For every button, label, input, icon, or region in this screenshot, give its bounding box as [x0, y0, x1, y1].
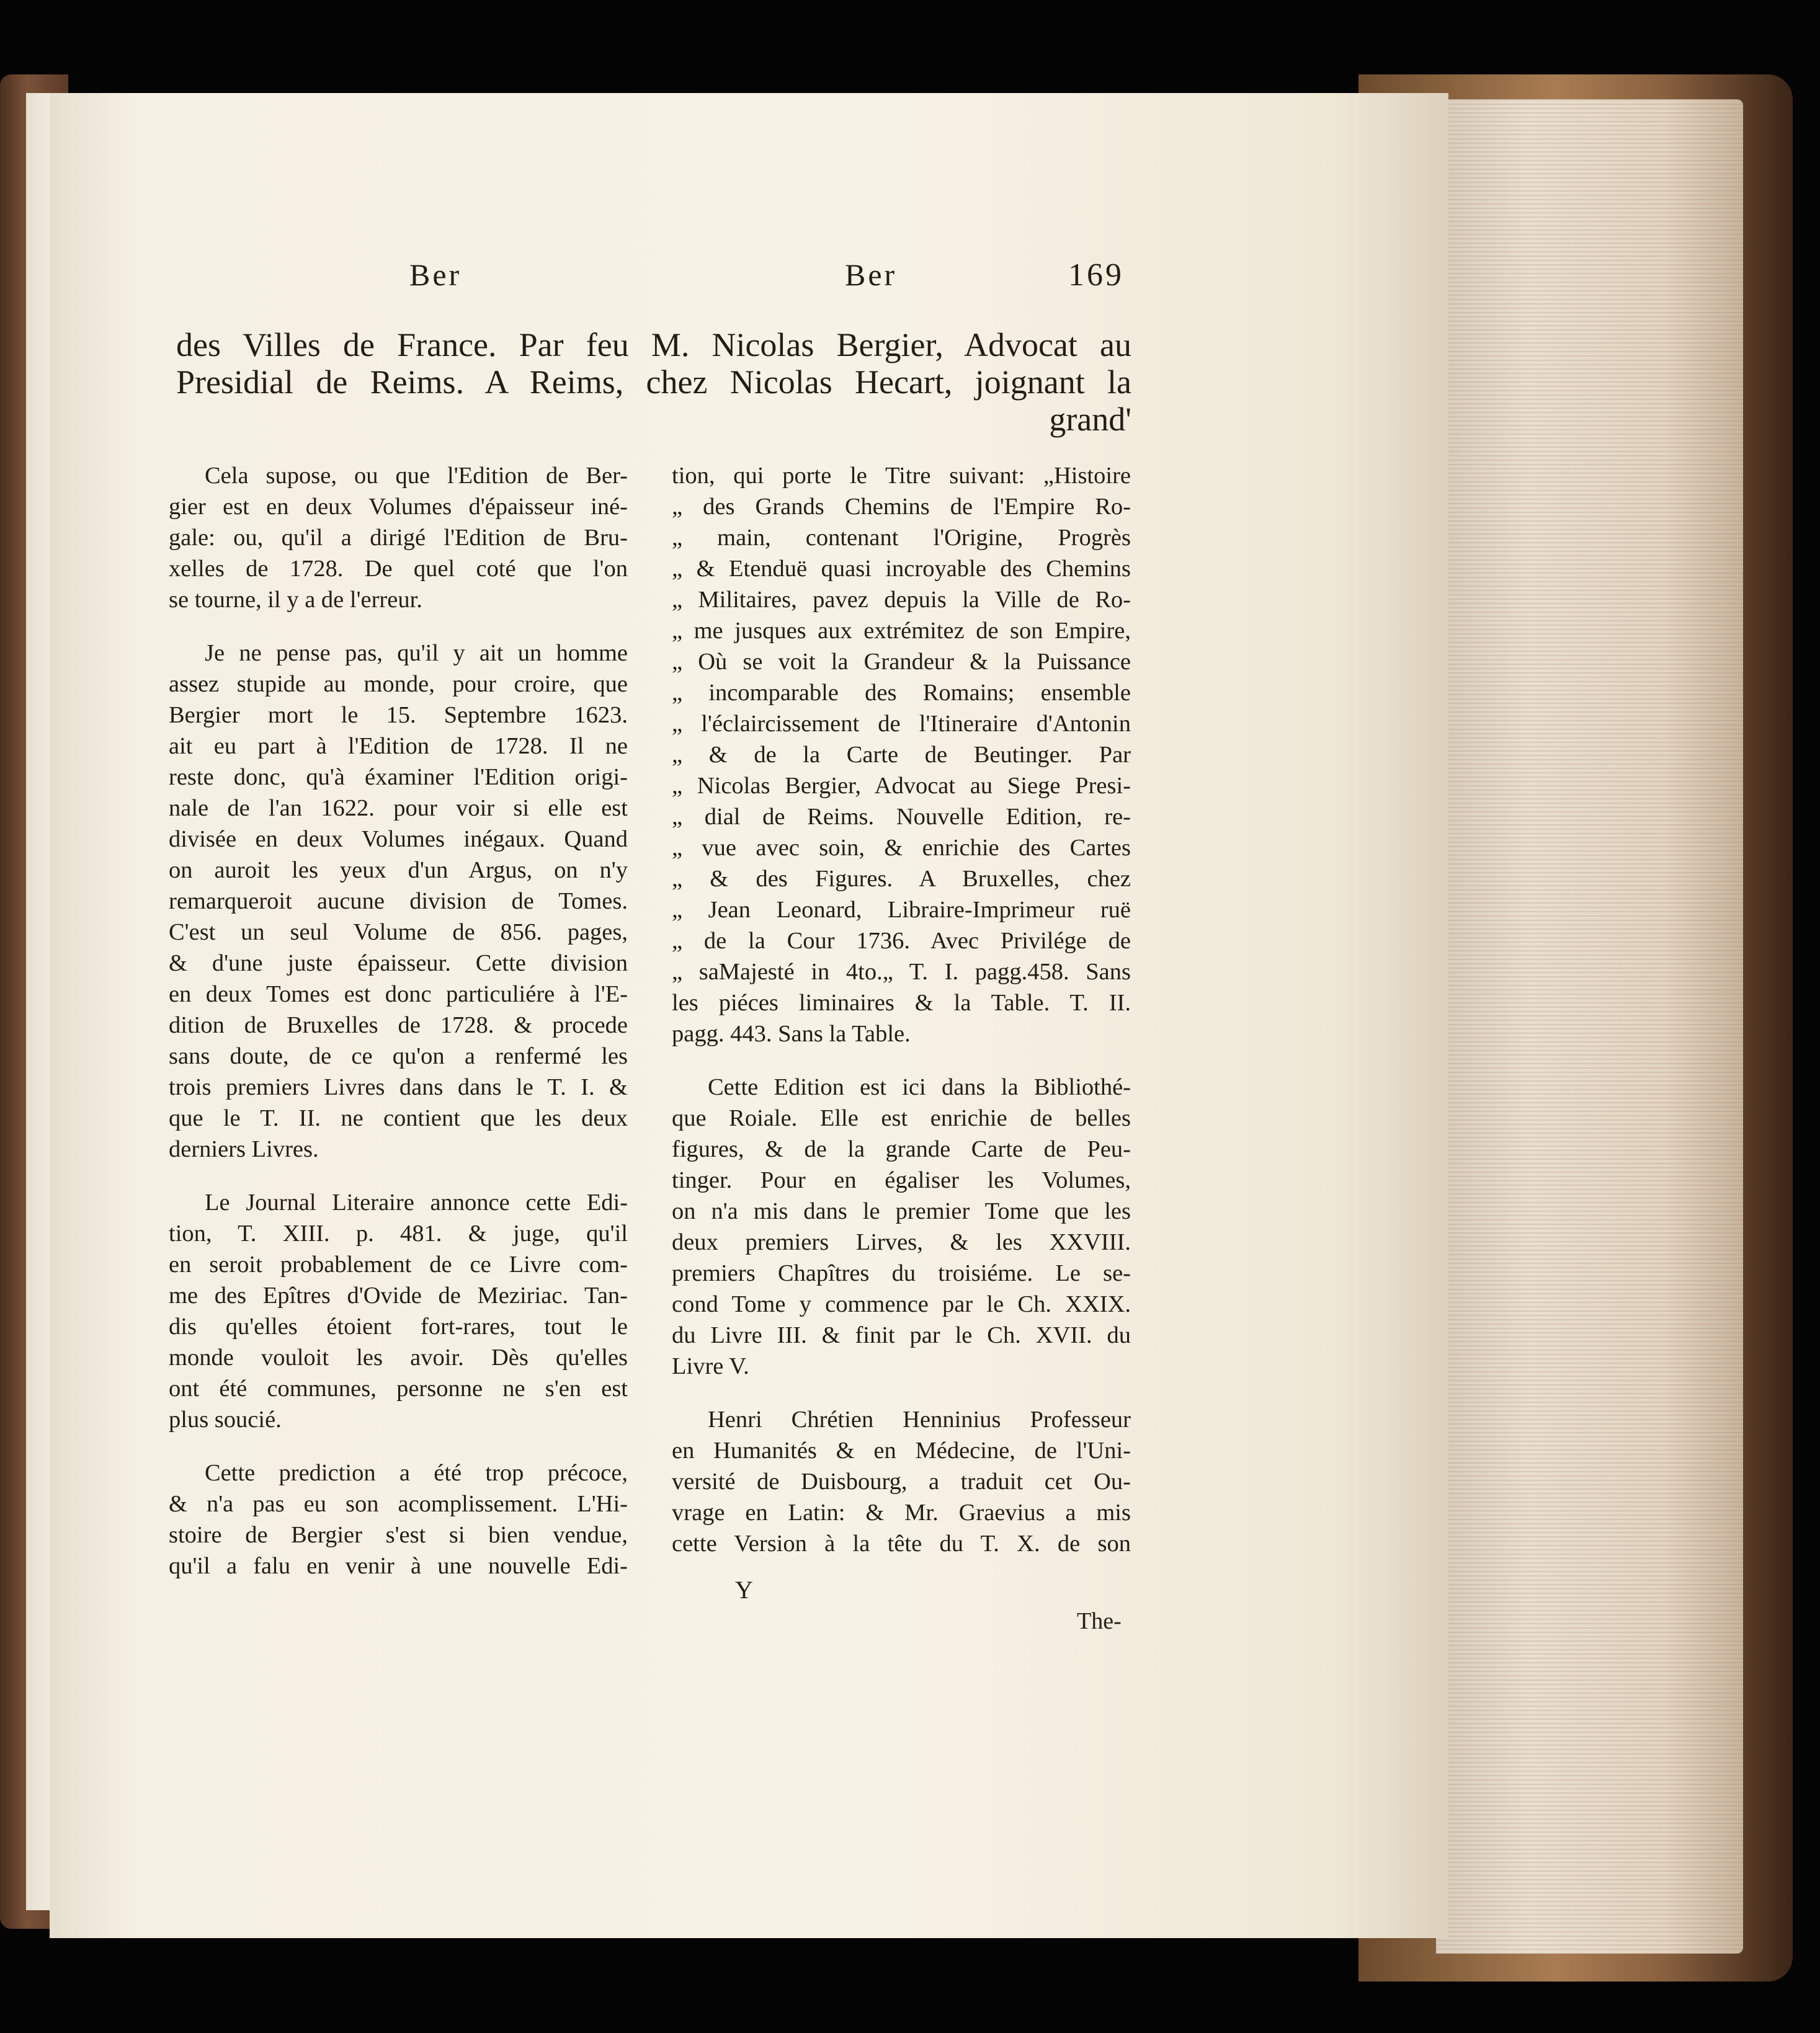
text-line: & n'a pas eu son acomplissement. L'Hi-: [169, 1491, 628, 1517]
text-line: divisée en deux Volumes inégaux. Quand: [169, 826, 628, 852]
text-line: „ saMajesté in 4to.„ T. I. pagg.458. Sans: [672, 959, 1131, 985]
text-line: „ Jean Leonard, Libraire-Imprimeur ruë: [672, 897, 1131, 923]
text-line: „ & des Figures. A Bruxelles, chez: [672, 866, 1131, 892]
text-line: stoire de Bergier s'est si bien vendue,: [169, 1522, 628, 1548]
title-line: grand': [1049, 401, 1131, 438]
text-line: dition de Bruxelles de 1728. & procede: [169, 1012, 628, 1038]
text-line: „ l'éclaircissement de l'Itineraire d'Antonin: [672, 711, 1131, 737]
text-line: en seroit probablement de ce Livre com-: [169, 1252, 628, 1278]
text-line: ont été communes, personne ne s'en est: [169, 1376, 628, 1402]
text-line: „ des Grands Chemins de l'Empire Ro-: [672, 494, 1131, 520]
text-line: se tourne, il y a de l'erreur.: [169, 587, 422, 613]
text-line: en Humanités & en Médecine, de l'Uni-: [672, 1438, 1131, 1464]
text-line: on auroit les yeux d'un Argus, on n'y: [169, 857, 628, 883]
text-line: cette Version à la tête du T. X. de son: [672, 1531, 1131, 1557]
text-line: „ Nicolas Bergier, Advocat au Siege Presi-: [672, 773, 1131, 799]
text-line: xelles de 1728. De quel coté que l'on: [169, 556, 628, 582]
text-line: „ & de la Carte de Beutinger. Par: [672, 742, 1131, 768]
text-line: deux premiers Lirves, & les XXVIII.: [672, 1229, 1131, 1255]
text-line: pagg. 443. Sans la Table.: [672, 1021, 911, 1047]
text-line: trois premiers Livres dans dans le T. I. &: [169, 1074, 628, 1100]
text-line: derniers Livres.: [169, 1136, 319, 1162]
text-line: tion, T. XIII. p. 481. & juge, qu'il: [169, 1221, 628, 1247]
text-line: „ Où se voit la Grandeur & la Puissance: [672, 649, 1131, 675]
text-line: plus soucié.: [169, 1407, 282, 1433]
text-line: figures, & de la grande Carte de Peu-: [672, 1136, 1131, 1162]
text-line: „ Militaires, pavez depuis la Ville de Ro-: [672, 587, 1131, 613]
signature-mark: Y: [735, 1576, 753, 1604]
text-line: qu'il a falu en venir à une nouvelle Edi-: [169, 1553, 628, 1579]
title-line: des Villes de France. Par feu M. Nicolas Bergier, Advocat au: [176, 326, 1131, 363]
text-line: „ me jusques aux extrémitez de son Empire,: [672, 618, 1131, 644]
text-line: dis qu'elles étoient fort-rares, tout le: [169, 1314, 628, 1340]
text-line: les piéces liminaires & la Table. T. II.: [672, 990, 1131, 1016]
text-line: Henri Chrétien Henninius Professeur: [708, 1407, 1131, 1433]
text-line: gale: ou, qu'il a dirigé l'Edition de Bru-: [169, 525, 628, 551]
page-number: 169: [1068, 257, 1124, 293]
text-line: Cela supose, ou que l'Edition de Ber-: [205, 463, 628, 489]
text-line: en deux Tomes est donc particuliére à l'E-: [169, 981, 628, 1007]
text-line: tinger. Pour en égaliser les Volumes,: [672, 1167, 1131, 1193]
text-line: que le T. II. ne contient que les deux: [169, 1105, 628, 1131]
text-line: tion, qui porte le Titre suivant: „Histoire: [672, 463, 1131, 489]
running-head-left: Ber: [409, 257, 462, 292]
text-line: versité de Duisbourg, a traduit cet Ou-: [672, 1469, 1131, 1495]
text-line: sans doute, de ce qu'on a renfermé les: [169, 1043, 628, 1069]
text-line: du Livre III. & finit par le Ch. XVII. du: [672, 1322, 1131, 1348]
text-line: Le Journal Literaire annonce cette Edi-: [205, 1190, 628, 1216]
text-line: assez stupide au monde, pour croire, que: [169, 671, 628, 697]
text-line: „ de la Cour 1736. Avec Privilége de: [672, 928, 1131, 954]
page-stack-fore-edge: [1436, 99, 1743, 1954]
text-line: Je ne pense pas, qu'il y ait un homme: [205, 640, 628, 666]
text-line: que Roiale. Elle est enrichie de belles: [672, 1105, 1131, 1131]
text-line: on n'a mis dans le premier Tome que les: [672, 1198, 1131, 1224]
text-line: „ & Etenduë quasi incroyable des Chemins: [672, 556, 1131, 582]
text-line: & d'une juste épaisseur. Cette division: [169, 950, 628, 976]
text-line: ait eu part à l'Edition de 1728. Il ne: [169, 733, 628, 759]
text-line: reste donc, qu'à éxaminer l'Edition origi-: [169, 764, 628, 790]
text-line: premiers Chapîtres du troisiéme. Le se-: [672, 1260, 1131, 1286]
running-head-center: Ber: [845, 257, 898, 292]
text-line: „ vue avec soin, & enrichie des Cartes: [672, 835, 1131, 861]
text-line: Cette Edition est ici dans la Bibliothé-: [708, 1074, 1131, 1100]
catchword: The-: [1077, 1608, 1122, 1634]
text-line: „ incomparable des Romains; ensemble: [672, 680, 1131, 706]
text-line: Cette prediction a été trop précoce,: [205, 1460, 628, 1486]
text-line: „ dial de Reims. Nouvelle Edition, re-: [672, 804, 1131, 830]
text-line: gier est en deux Volumes d'épaisseur iné-: [169, 494, 628, 520]
text-line: C'est un seul Volume de 856. pages,: [169, 919, 628, 945]
text-line: remarqueroit aucune division de Tomes.: [169, 888, 628, 914]
text-line: Bergier mort le 15. Septembre 1623.: [169, 702, 628, 728]
title-line: Presidial de Reims. A Reims, chez Nicolas Hecart, joignant la: [176, 363, 1131, 401]
text-line: monde vouloit les avoir. Dès qu'elles: [169, 1345, 628, 1371]
text-line: me des Epîtres d'Ovide de Meziriac. Tan-: [169, 1283, 628, 1309]
text-line: nale de l'an 1622. pour voir si elle est: [169, 795, 628, 821]
text-line: „ main, contenant l'Origine, Progrès: [672, 525, 1131, 551]
text-line: vrage en Latin: & Mr. Graevius a mis: [672, 1500, 1131, 1526]
text-line: Livre V.: [672, 1353, 749, 1379]
text-line: cond Tome y commence par le Ch. XXIX.: [672, 1291, 1131, 1317]
